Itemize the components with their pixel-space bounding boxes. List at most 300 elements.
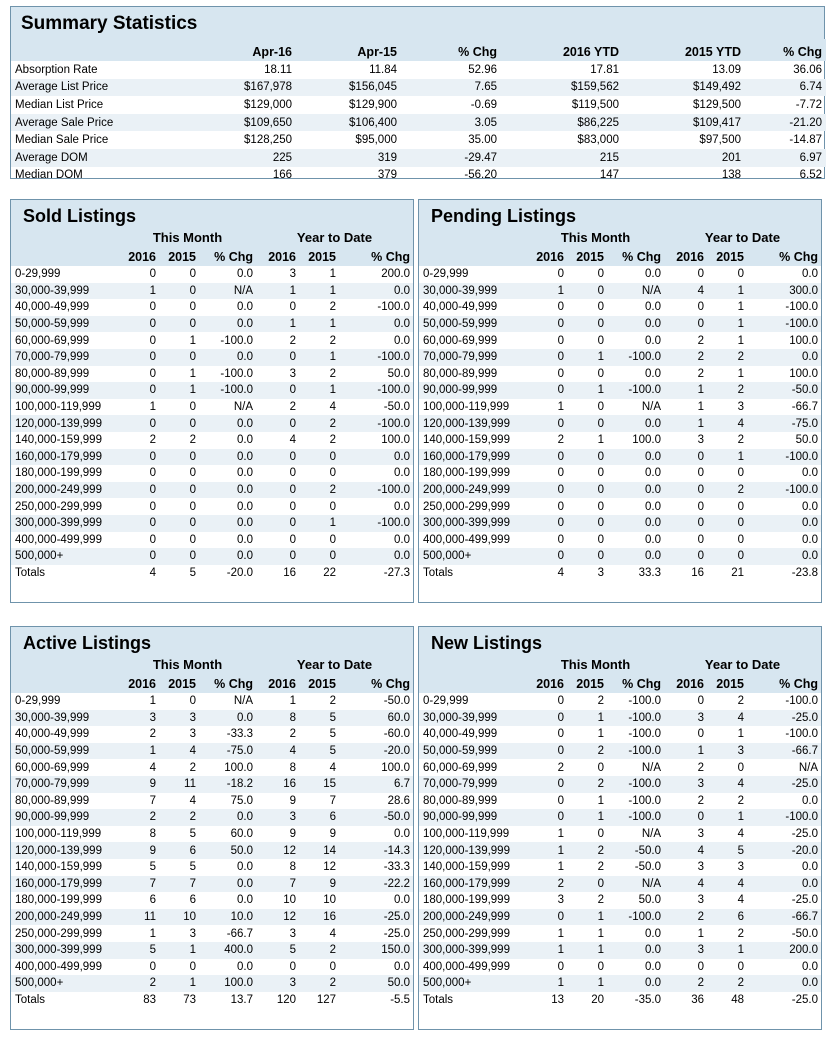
table-cell: 0 (527, 415, 567, 432)
newl-table (419, 655, 821, 1009)
column-header: 2016 (256, 247, 299, 266)
totals-row (11, 565, 413, 582)
table-cell: 4 (737, 894, 744, 907)
table-cell: 0.0 (237, 467, 253, 480)
table-cell: 0 (149, 533, 156, 546)
group-header-row (419, 655, 821, 674)
group-label-year-to-date: Year to Date (256, 228, 413, 247)
table-cell: 0 (256, 382, 299, 399)
price-range-label: 70,000-79,999 (11, 349, 119, 366)
table-cell: 0 (256, 548, 299, 565)
table-cell: 0 (119, 415, 159, 432)
column-header: 2016 (527, 674, 567, 693)
summary-table (11, 39, 826, 184)
totals-cell: 4 (149, 567, 156, 580)
table-cell: 0 (189, 301, 196, 314)
totals-cell: -27.3 (383, 567, 411, 580)
table-row (11, 366, 413, 383)
totals-cell: 83 (143, 994, 156, 1007)
table-row (419, 710, 821, 727)
table-cell: 2 (329, 301, 336, 314)
table-cell: 1 (597, 794, 604, 807)
table-cell: 2 (329, 334, 336, 347)
table-cell: 1 (256, 316, 299, 333)
price-range-label: 300,000-399,999 (419, 942, 527, 959)
table-row (11, 548, 413, 565)
table-cell: 8 (256, 710, 299, 727)
table-cell: 2 (557, 434, 564, 447)
table-cell: 1 (567, 909, 607, 926)
table-cell: 2 (189, 434, 196, 447)
price-range-label: 140,000-159,999 (423, 434, 510, 447)
table-row (11, 283, 413, 300)
table-cell: 0.0 (645, 960, 661, 973)
table-cell: 0.0 (645, 467, 661, 480)
table-cell: 1 (299, 316, 339, 333)
table-cell: 1 (567, 382, 607, 399)
table-cell: 0.0 (645, 927, 661, 940)
table-cell: 2 (697, 794, 704, 807)
table-cell: 3 (256, 809, 299, 826)
table-cell: 0.0 (607, 316, 664, 333)
table-cell: 0.0 (199, 515, 256, 532)
price-range-label: 250,000-299,999 (15, 927, 102, 940)
table-cell: 0 (329, 960, 336, 973)
totals-cell: 22 (323, 567, 336, 580)
table-cell: -21.20 (745, 114, 826, 132)
table-cell: 0.0 (199, 876, 256, 893)
table-cell: 4 (707, 776, 747, 793)
table-cell: 2 (697, 334, 704, 347)
table-cell: 400.0 (199, 942, 256, 959)
group-label-this-month: This Month (119, 228, 256, 247)
table-cell: 11 (159, 776, 199, 793)
table-cell: 0 (119, 482, 159, 499)
table-cell: 2 (597, 894, 604, 907)
table-cell: N/A (199, 283, 256, 300)
table-cell: 0.0 (607, 449, 664, 466)
table-cell: 0 (597, 960, 604, 973)
table-cell: -66.7 (226, 927, 253, 940)
table-cell: 1 (159, 975, 199, 992)
table-cell: $109,417 (623, 114, 745, 132)
table-cell: 10 (283, 894, 296, 907)
table-row (419, 349, 821, 366)
column-header: % Chg (339, 247, 413, 266)
totals-row (419, 565, 821, 582)
table-cell: 6 (159, 842, 199, 859)
table-cell: N/A (641, 401, 661, 414)
table-cell: 3 (664, 942, 707, 959)
totals-label: Totals (15, 567, 46, 580)
column-header: % Chg (339, 674, 413, 693)
table-cell: 0 (597, 334, 604, 347)
active-header (11, 627, 413, 655)
price-range-label: 0-29,999 (423, 695, 469, 708)
table-cell: 0 (597, 268, 604, 281)
table-cell: 0 (664, 548, 707, 565)
table-cell: 201 (623, 149, 745, 167)
table-cell: 147 (599, 169, 619, 182)
table-row (419, 332, 821, 349)
table-cell: 0 (597, 467, 604, 480)
price-range-label: 300,000-399,999 (419, 515, 527, 532)
price-range-label: 300,000-399,999 (11, 942, 119, 959)
table-cell: 0 (707, 548, 747, 565)
table-cell: 0.0 (802, 500, 819, 513)
group-label-year-to-date: Year to Date (256, 655, 413, 674)
table-cell: N/A (233, 695, 253, 708)
price-range-label: 300,000-399,999 (11, 515, 119, 532)
table-cell: -100.0 (628, 794, 661, 807)
price-range-label: 200,000-249,999 (419, 909, 527, 926)
table-cell: -25.0 (747, 776, 821, 793)
group-label-this-month: This Month (527, 655, 664, 674)
table-cell: 4 (707, 710, 747, 727)
totals-cell: 5 (189, 567, 196, 580)
price-range-label: 0-29,999 (15, 268, 61, 281)
table-cell: 1 (707, 809, 747, 826)
group-label-year-to-date: Year to Date (664, 228, 821, 247)
table-cell: 0.0 (607, 942, 664, 959)
table-cell: 3 (289, 268, 296, 281)
table-cell: 36.06 (793, 63, 822, 76)
table-cell: 0 (256, 515, 299, 532)
price-range-label: 0-29,999 (15, 695, 61, 708)
table-cell: -50.0 (339, 809, 413, 826)
table-cell: 200.0 (381, 268, 411, 281)
table-cell: 0 (149, 334, 156, 347)
table-row (419, 266, 821, 283)
table-cell: -100.0 (607, 349, 664, 366)
table-cell: 0 (697, 467, 704, 480)
table-cell: -100.0 (785, 301, 819, 314)
table-cell: -75.0 (747, 415, 821, 432)
table-cell: 1 (567, 975, 607, 992)
table-cell: 0 (697, 500, 704, 513)
table-cell: 4 (664, 876, 707, 893)
price-range-label: 180,000-199,999 (423, 894, 510, 907)
table-cell: 4 (329, 401, 336, 414)
row-label: Absorption Rate (15, 63, 98, 76)
table-cell: 1 (299, 515, 339, 532)
table-cell: $129,500 (693, 98, 741, 111)
table-cell: -100.0 (628, 695, 661, 708)
table-row (419, 482, 821, 499)
table-row (419, 793, 821, 810)
column-header: 2016 (256, 674, 299, 693)
table-row (419, 959, 821, 976)
price-range-label: 160,000-179,999 (11, 449, 119, 466)
table-row (419, 465, 821, 482)
table-cell: 4 (289, 434, 296, 447)
table-cell: 2 (149, 728, 156, 741)
table-cell: 2 (299, 415, 339, 432)
table-cell: 0 (737, 960, 744, 973)
table-cell: 1 (299, 283, 339, 300)
table-cell: 0.0 (237, 533, 253, 546)
blank-cell (419, 228, 527, 247)
table-row (11, 299, 413, 316)
table-cell: -50.0 (791, 927, 819, 940)
table-cell: 0 (159, 349, 199, 366)
price-range-label: 140,000-159,999 (15, 434, 102, 447)
table-cell: 4 (664, 842, 707, 859)
column-header: 2015 (159, 247, 199, 266)
table-cell: 0 (557, 334, 564, 347)
table-cell: 0 (256, 415, 299, 432)
table-row (11, 532, 413, 549)
table-cell: 0.0 (645, 533, 661, 546)
table-cell: 0 (597, 301, 604, 314)
table-cell: -75.0 (199, 743, 256, 760)
table-cell: 2 (159, 809, 199, 826)
table-cell: 18.11 (264, 63, 292, 76)
sold-header (11, 200, 413, 228)
table-cell: 50.0 (387, 367, 411, 380)
table-cell: 0.0 (237, 434, 253, 447)
table-cell: 2 (149, 434, 156, 447)
table-cell: 7 (329, 794, 336, 807)
price-range-label: 100,000-119,999 (15, 828, 102, 841)
table-cell: $159,562 (501, 79, 623, 97)
table-cell: 1 (527, 842, 567, 859)
table-cell: $128,250 (244, 134, 292, 147)
table-cell: -100.0 (607, 776, 664, 793)
pending-table (419, 228, 821, 582)
table-cell: 0 (527, 349, 567, 366)
column-header: % Chg (199, 674, 256, 693)
table-row (11, 349, 413, 366)
table-cell: -14.3 (339, 842, 413, 859)
table-row (419, 299, 821, 316)
table-row (11, 876, 413, 893)
blank-cell (419, 655, 527, 674)
table-cell: 1 (557, 861, 564, 874)
table-row (419, 693, 821, 710)
table-cell: 3 (119, 710, 159, 727)
table-row (419, 859, 821, 876)
price-range-label: 40,000-49,999 (15, 301, 90, 314)
table-cell: 0 (149, 960, 156, 973)
table-cell: 1 (557, 927, 564, 940)
table-cell: 0 (119, 515, 159, 532)
table-cell: 0.0 (394, 334, 411, 347)
price-range-label: 500,000+ (419, 975, 527, 992)
table-cell: 2 (707, 482, 747, 499)
table-row (11, 693, 413, 710)
table-cell: $109,650 (161, 114, 296, 132)
table-cell: 1 (557, 828, 564, 841)
table-cell: 2 (289, 728, 296, 741)
totals-cell: 16 (283, 567, 296, 580)
totals-cell: 16 (691, 567, 704, 580)
table-cell: 0 (557, 695, 564, 708)
table-cell: 0 (189, 533, 196, 546)
table-cell: -100.0 (607, 743, 664, 760)
table-cell: 0 (159, 515, 199, 532)
table-cell: 5 (119, 942, 159, 959)
table-cell: 52.96 (468, 63, 497, 76)
price-range-label: 90,000-99,999 (419, 809, 527, 826)
table-cell: 2 (567, 743, 607, 760)
price-range-label: 50,000-59,999 (11, 316, 119, 333)
price-range-label: 500,000+ (11, 548, 119, 565)
table-cell: 0.0 (394, 467, 411, 480)
table-cell: 0 (527, 515, 567, 532)
table-cell: 3 (289, 927, 296, 940)
summary-header (11, 7, 824, 39)
table-cell: 0.0 (237, 268, 253, 281)
table-cell: 2 (289, 334, 296, 347)
table-row (419, 942, 821, 959)
price-range-label: 160,000-179,999 (419, 449, 527, 466)
row-label: Median Sale Price (15, 134, 109, 147)
table-cell: 100.0 (632, 434, 661, 447)
table-cell: 0.0 (237, 500, 253, 513)
totals-cell: -23.8 (791, 567, 819, 580)
table-cell: $83,000 (577, 134, 619, 147)
table-cell: 150.0 (339, 942, 413, 959)
table-cell: 0 (597, 761, 604, 774)
table-row (11, 743, 413, 760)
column-header: 2016 (119, 674, 159, 693)
totals-cell: 48 (731, 994, 744, 1007)
table-cell: 9 (329, 828, 336, 841)
table-cell: 0.0 (747, 876, 821, 893)
column-header: % Chg (607, 674, 664, 693)
table-cell: 0 (256, 482, 299, 499)
price-range-label: 60,000-69,999 (423, 334, 498, 347)
price-range-label: 30,000-39,999 (419, 710, 527, 727)
table-cell: -100.0 (785, 695, 819, 708)
table-row (11, 482, 413, 499)
table-row (11, 498, 413, 515)
column-header: 2015 (567, 674, 607, 693)
column-header-row (11, 674, 413, 693)
table-cell: 0 (557, 728, 564, 741)
totals-cell: -20.0 (226, 567, 253, 580)
table-cell: 9 (299, 876, 339, 893)
price-range-label: 140,000-159,999 (15, 861, 102, 874)
table-cell: 1 (256, 283, 299, 300)
table-cell: 0.0 (394, 533, 411, 546)
table-cell: 0.0 (237, 301, 253, 314)
table-cell: 7 (159, 876, 199, 893)
table-row (11, 332, 413, 349)
table-cell: 2 (329, 695, 336, 708)
totals-row (419, 992, 821, 1009)
table-cell: 215 (501, 149, 623, 167)
table-cell: 0 (697, 695, 704, 708)
table-cell: 1 (149, 401, 156, 414)
table-row (11, 415, 413, 432)
price-range-label: 180,000-199,999 (423, 467, 510, 480)
table-cell: 9 (119, 842, 159, 859)
table-cell: 1 (149, 927, 156, 940)
table-cell: 0.0 (747, 349, 821, 366)
table-cell: 2 (329, 367, 336, 380)
table-cell: 3.05 (401, 114, 501, 132)
table-cell: 0.0 (645, 334, 661, 347)
table-cell: 0.0 (645, 500, 661, 513)
table-cell: 0 (664, 809, 707, 826)
table-row (419, 382, 821, 399)
table-cell: 3 (697, 828, 704, 841)
table-cell: 7.65 (401, 79, 501, 97)
table-cell: -100.0 (747, 449, 821, 466)
table-row (419, 548, 821, 565)
blank-cell (11, 655, 119, 674)
table-cell: -33.3 (226, 728, 253, 741)
summary-statistics-panel (10, 6, 825, 182)
table-cell: 2 (567, 776, 607, 793)
totals-cell: 33.3 (638, 567, 661, 580)
table-cell: N/A (641, 761, 661, 774)
table-cell: -100.0 (339, 415, 413, 432)
table-cell: 0.0 (237, 894, 253, 907)
summary-title: Summary Statistics (21, 13, 198, 34)
price-range-label: 140,000-159,999 (423, 861, 510, 874)
table-cell: 0 (557, 960, 564, 973)
column-header: 2015 (707, 674, 747, 693)
table-cell: 1 (527, 283, 567, 300)
price-range-label: 50,000-59,999 (11, 743, 119, 760)
table-cell: 138 (721, 169, 741, 182)
table-cell: -100.0 (220, 367, 253, 380)
table-cell: 10 (159, 909, 199, 926)
table-cell: 0 (299, 548, 339, 565)
price-range-label: 500,000+ (419, 548, 527, 565)
totals-row (11, 992, 413, 1009)
table-cell: 6 (149, 894, 156, 907)
totals-cell: 4 (557, 567, 564, 580)
table-row (11, 432, 413, 449)
price-range-label: 60,000-69,999 (423, 761, 498, 774)
table-cell: 0 (159, 415, 199, 432)
table-cell: 8 (289, 761, 296, 774)
table-cell: 2 (299, 942, 339, 959)
group-label-this-month: This Month (527, 228, 664, 247)
table-cell: 60.0 (339, 710, 413, 727)
table-row (419, 925, 821, 942)
price-range-label: 400,000-499,999 (15, 533, 102, 546)
table-cell: 0.0 (747, 515, 821, 532)
price-range-label: 400,000-499,999 (423, 533, 510, 546)
table-cell: 1 (664, 382, 707, 399)
table-cell: 0.0 (645, 301, 661, 314)
table-cell: 0 (557, 533, 564, 546)
price-range-label: 200,000-249,999 (11, 909, 119, 926)
table-cell: -18.2 (199, 776, 256, 793)
table-cell: 0.0 (199, 482, 256, 499)
table-cell: -60.0 (383, 728, 411, 741)
table-cell: 2 (737, 434, 744, 447)
table-cell: 4 (149, 761, 156, 774)
table-cell: -100.0 (785, 728, 819, 741)
group-header-row (11, 655, 413, 674)
table-cell: 12 (256, 842, 299, 859)
price-range-label: 80,000-89,999 (15, 367, 90, 380)
table-cell: 3 (737, 861, 744, 874)
table-cell: 0.0 (394, 500, 411, 513)
table-cell: 17.81 (590, 63, 619, 76)
table-cell: 0.0 (199, 349, 256, 366)
column-header (11, 674, 119, 693)
table-cell: 0.0 (339, 316, 413, 333)
table-cell: 0 (527, 776, 567, 793)
table-cell: 2 (664, 349, 707, 366)
